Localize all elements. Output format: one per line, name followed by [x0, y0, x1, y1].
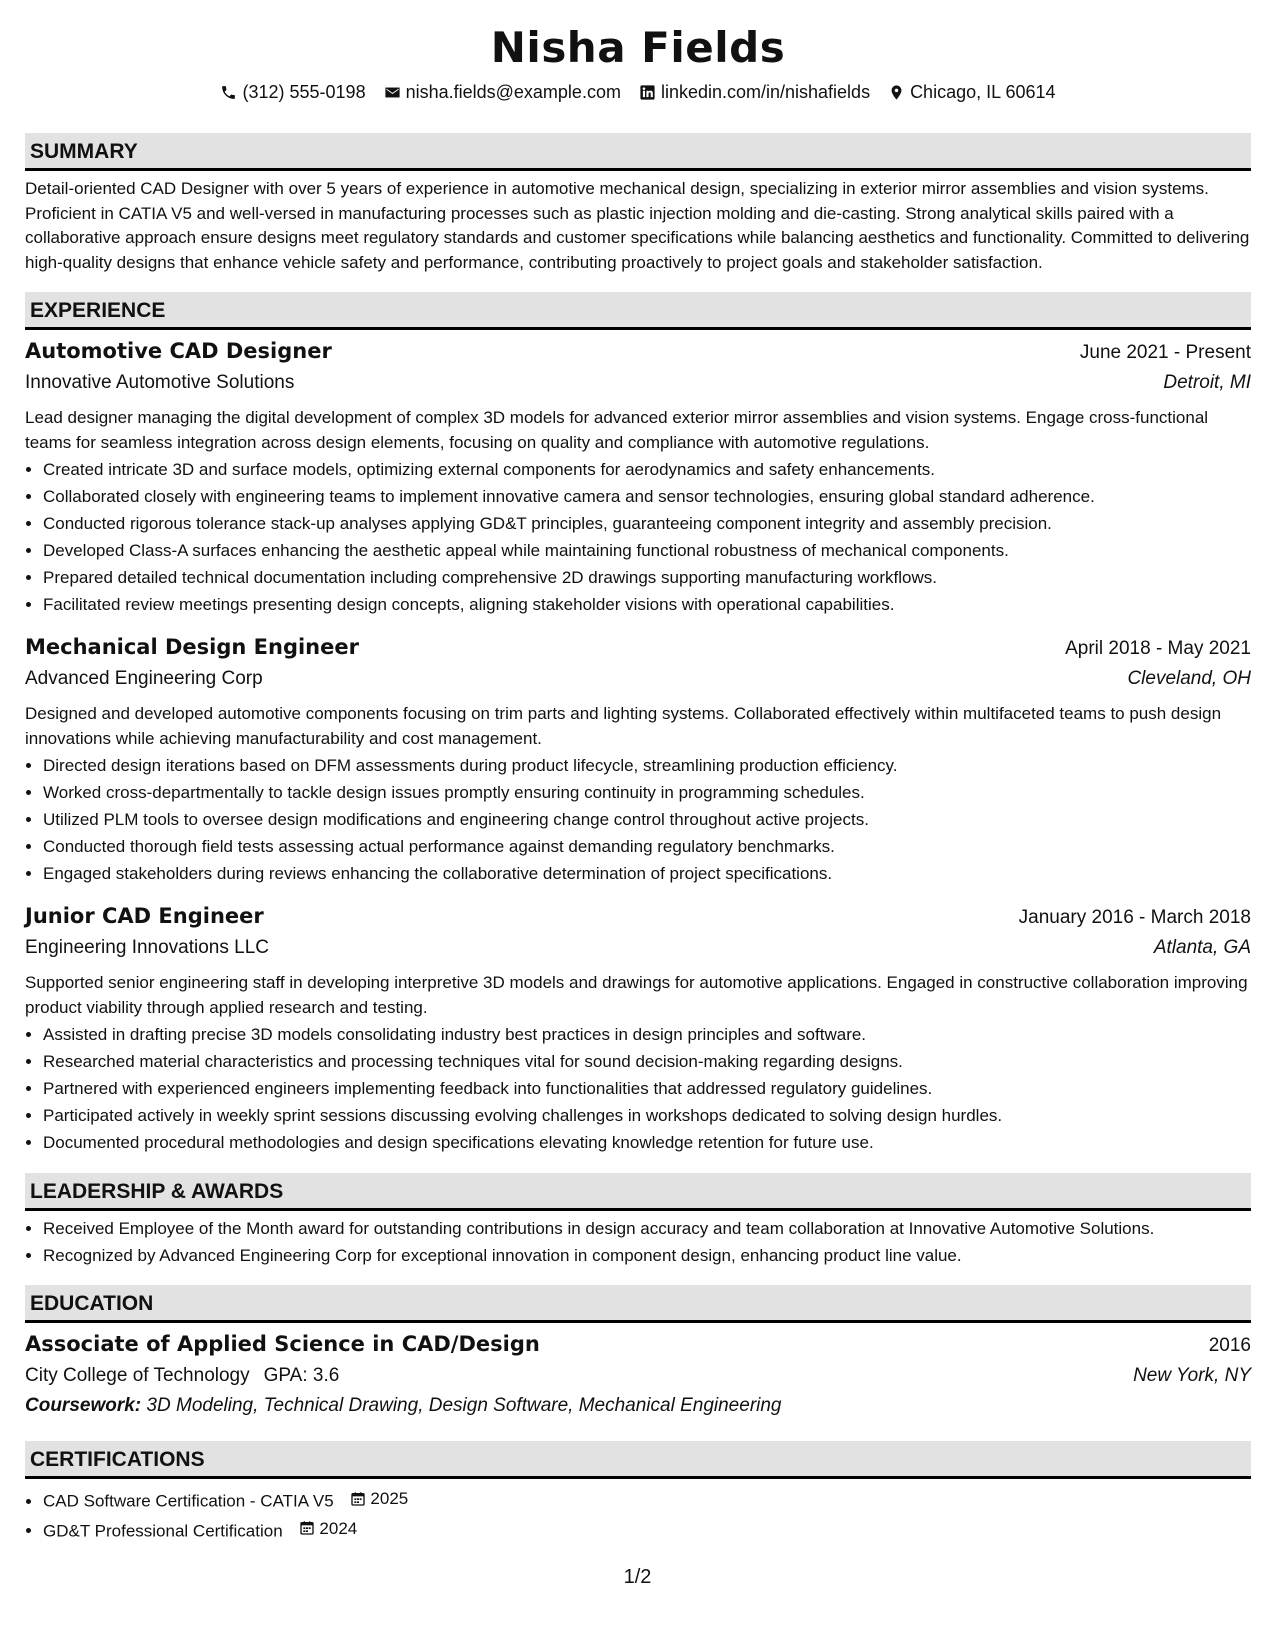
list-item: • Conducted thorough field tests assessing actual performance against demanding regulatory benchmarks. [43, 833, 1251, 860]
awards-heading: LEADERSHIP & AWARDS [25, 1173, 1251, 1211]
list-item: • Participated actively in weekly sprint sessions discussing evolving challenges in workshops dedicated to solving design hurdles. [43, 1102, 1251, 1129]
candidate-name: Nisha Fields [490, 23, 786, 72]
cert-year [299, 1515, 357, 1542]
email-text[interactable]: nisha.fields@example.com [405, 82, 621, 102]
job-bullets [25, 1021, 1251, 1156]
job-entry [25, 632, 1251, 887]
list-item: • Collaborated closely with engineering teams to implement innovative camera and sensor technologies, ensuring global standard adherence. [43, 483, 1251, 510]
job-entry [25, 901, 1251, 1156]
job-bullets [25, 456, 1251, 618]
list-item [43, 1515, 1251, 1545]
calendar-icon [350, 1491, 366, 1507]
list-item [43, 1485, 1251, 1515]
job-location: Atlanta, GA [1153, 937, 1251, 958]
resume-page [25, 22, 1251, 1544]
certifications-heading: CERTIFICATIONS [25, 1441, 1251, 1479]
list-item: • Received Employee of the Month award for outstanding contributions in design accuracy and team collaboration at Innovative Automotive Solutions. [43, 1217, 1251, 1241]
list-item: • Worked cross-departmentally to tackle design issues promptly ensuring continuity in programming schedules. [43, 779, 1251, 806]
job-dates: April 2018 - May 2021 [1065, 638, 1251, 659]
job-title: Automotive CAD Designer [25, 339, 332, 363]
coursework-list: 3D Modeling, Technical Drawing, Design Software, Mechanical Engineering [146, 1395, 782, 1416]
page-number: 1/2 [623, 1566, 652, 1588]
contact-bar [25, 80, 1251, 104]
cert-year [350, 1485, 408, 1512]
location-text: Chicago, IL 60614 [910, 82, 1056, 102]
job-dates: January 2016 - March 2018 [1018, 907, 1251, 928]
contact-email[interactable] [384, 80, 621, 104]
list-item: • Prepared detailed technical documentation including comprehensive 2D drawings supporting manufacturing workflows. [43, 564, 1251, 591]
list-item: • Assisted in drafting precise 3D models consolidating industry best practices in design principles and software. [43, 1021, 1251, 1048]
graduation-year: 2016 [1208, 1335, 1251, 1356]
list-item: • Documented procedural methodologies and design specifications elevating knowledge retention for future use. [43, 1129, 1251, 1156]
cert-name: CAD Software Certification - CATIA V5 [43, 1491, 334, 1511]
cert-year-text: 2025 [370, 1489, 409, 1508]
coursework-line [25, 1391, 1251, 1421]
contact-location [888, 80, 1055, 104]
job-description: Supported senior engineering staff in developing interpretive 3D models and drawings for automotive applications. Engaged in constructive collaboration improving product viability through applied research and testing. [25, 973, 1248, 1017]
school-location: New York, NY [1133, 1365, 1251, 1386]
phone-icon [220, 84, 237, 101]
school-line [25, 1361, 339, 1391]
job-company: Advanced Engineering Corp [25, 668, 263, 689]
education-heading: EDUCATION [25, 1285, 1251, 1323]
list-item: • Utilized PLM tools to oversee design modifications and engineering change control throughout active projects. [43, 806, 1251, 833]
list-item: • Directed design iterations based on DFM assessments during product lifecycle, streamlining production efficiency. [43, 752, 1251, 779]
certifications-list [25, 1485, 1251, 1544]
linkedin-icon [639, 84, 656, 101]
experience-heading: EXPERIENCE [25, 292, 1251, 330]
list-item: • Facilitated review meetings presenting design concepts, aligning stakeholder visions with operational capabilities. [43, 591, 1251, 618]
phone-text: (312) 555-0198 [242, 82, 366, 102]
list-item: • Engaged stakeholders during reviews enhancing the collaborative determination of project specifications. [43, 860, 1251, 887]
location-pin-icon [888, 84, 905, 101]
school-name: City College of Technology [25, 1365, 250, 1386]
list-item: • Conducted rigorous tolerance stack-up analyses applying GD&T principles, guaranteeing component integrity and assembly precision. [43, 510, 1251, 537]
summary-text: Detail-oriented CAD Designer with over 5 years of experience in automotive mechanical design, specializing in exterior mirror assemblies and vision systems. Proficient in CATIA V5 and well-versed in manufacturing processes such as plastic injection molding and die-casting. Strong analytical skills paired with a collaborative approach ensure designs meet regulatory standards and customer specifications while balancing aesthetics and functionality. Committed to delivering high-quality designs that enhance vehicle safety and performance, contributing proactively to project goals and stakeholder satisfaction. [25, 179, 1250, 272]
linkedin-text[interactable]: linkedin.com/in/nishafields [660, 82, 871, 102]
gpa: GPA: 3.6 [263, 1365, 340, 1386]
contact-linkedin[interactable] [639, 80, 870, 104]
coursework-label: Coursework: [25, 1395, 142, 1416]
calendar-icon [299, 1520, 315, 1536]
list-item: • Partnered with experienced engineers implementing feedback into functionalities that addressed regulatory guidelines. [43, 1075, 1251, 1102]
job-company: Engineering Innovations LLC [25, 937, 270, 958]
list-item: • Developed Class-A surfaces enhancing the aesthetic appeal while maintaining functional robustness of mechanical components. [43, 537, 1251, 564]
degree-title: Associate of Applied Science in CAD/Design [25, 1332, 540, 1356]
job-description: Lead designer managing the digital development of complex 3D models for advanced exterior mirror assemblies and vision systems. Engage cross-functional teams for seamless integration across design elements, focusing on quality and compliance with automotive regulations. [25, 408, 1209, 452]
list-item: • Recognized by Advanced Engineering Corp for exceptional innovation in component design, enhancing product line value. [43, 1244, 1251, 1268]
list-item: • Researched material characteristics and processing techniques vital for sound decision-making regarding designs. [43, 1048, 1251, 1075]
awards-list [25, 1217, 1251, 1268]
summary-heading: SUMMARY [25, 133, 1251, 171]
job-location: Cleveland, OH [1127, 668, 1251, 689]
job-title: Junior CAD Engineer [25, 904, 264, 928]
job-dates: June 2021 - Present [1079, 342, 1251, 363]
job-description: Designed and developed automotive components focusing on trim parts and lighting systems. Collaborated effectively within multifaceted teams to push design innovations while achieving manufacturability and cost management. [25, 704, 1222, 748]
cert-year-text: 2024 [319, 1518, 358, 1538]
job-company: Innovative Automotive Solutions [25, 372, 295, 393]
cert-name: GD&T Professional Certification [43, 1521, 283, 1540]
email-icon [384, 84, 401, 101]
job-title: Mechanical Design Engineer [25, 635, 359, 659]
job-location: Detroit, MI [1163, 372, 1251, 393]
contact-phone [220, 80, 365, 104]
job-bullets [25, 752, 1251, 887]
list-item: • Created intricate 3D and surface models, optimizing external components for aerodynamics and safety enhancements. [43, 456, 1251, 483]
job-entry [25, 336, 1251, 618]
